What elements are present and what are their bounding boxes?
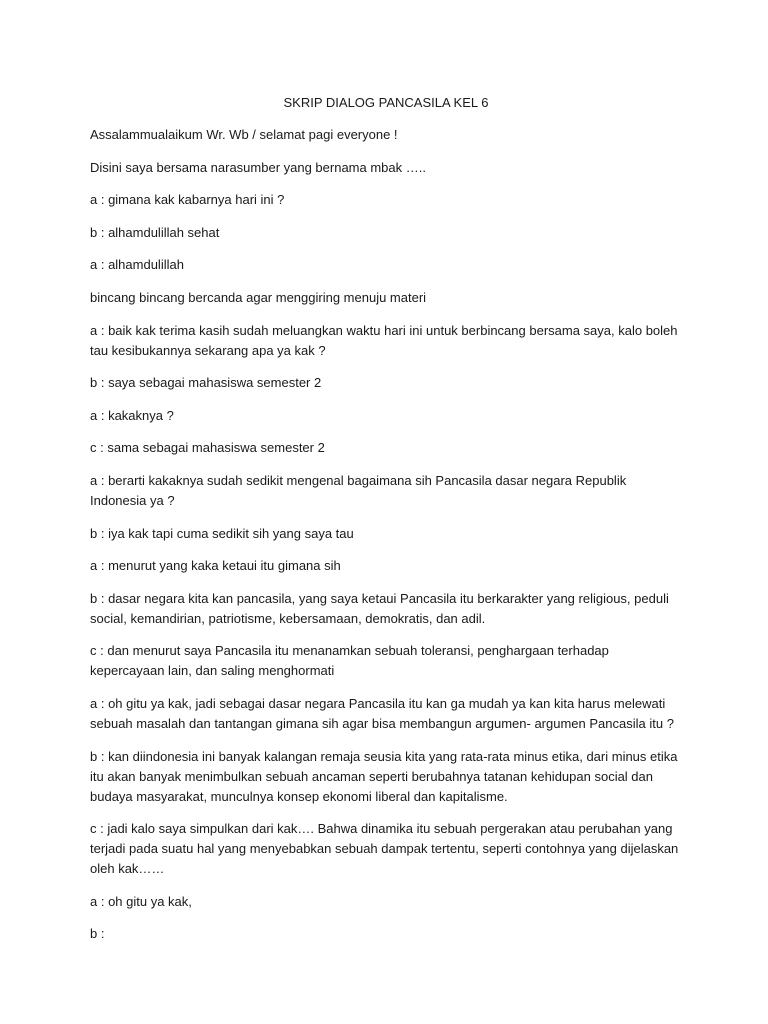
document-body	[90, 94, 682, 957]
stage-note: bincang bincang bercanda agar menggiring menuju materi	[90, 289, 427, 305]
dialog-line: c : sama sebagai mahasiswa semester 2	[90, 440, 325, 456]
paragraph-intro: Disini saya bersama narasumber yang bernama mbak …..	[90, 159, 426, 175]
dialog-line: c : jadi kalo saya simpulkan dari kak…. Bahwa dinamika itu sebuah pergerakan atau perubahan yang terjadi pada suatu hal yang menyebabkan sebuah dampak tertentu, seperti contohnya yang dijelaskan oleh kak……	[90, 821, 679, 877]
dialog-line: b : kan diindonesia ini banyak kalangan remaja seusia kita yang rata-rata minus etika, dari minus etika itu akan banyak menimbulkan sebuah ancaman seperti berubahnya tatanan kehidupan social dan budaya masyarakat, munculnya konsep ekonomi liberal dan kapitalisme.	[90, 748, 678, 804]
dialog-line: a : menurut yang kaka ketaui itu gimana sih	[90, 558, 341, 574]
dialog-line: a : berarti kakaknya sudah sedikit mengenal bagaimana sih Pancasila dasar negara Republik Indonesia ya ?	[90, 472, 627, 508]
dialog-line: a : alhamdulillah	[90, 257, 184, 273]
dialog-line: a : kakaknya ?	[90, 407, 174, 423]
dialog-line: b : alhamdulillah sehat	[90, 224, 220, 240]
dialog-line: b : saya sebagai mahasiswa semester 2	[90, 375, 322, 391]
dialog-line: a : oh gitu ya kak,	[90, 893, 192, 909]
dialog-line: a : gimana kak kabarnya hari ini ?	[90, 192, 285, 208]
dialog-line: b : iya kak tapi cuma sedikit sih yang saya tau	[90, 525, 354, 541]
dialog-line: a : oh gitu ya kak, jadi sebagai dasar negara Pancasila itu kan ga mudah ya kan kita harus melewati sebuah masalah dan tantangan gimana sih agar bisa membangun argumen- argumen Pancasila itu ?	[90, 695, 674, 731]
paragraph-greeting: Assalammualaikum Wr. Wb / selamat pagi everyone !	[90, 127, 398, 142]
dialog-line: c : dan menurut saya Pancasila itu menanamkan sebuah toleransi, penghargaan terhadap kepercayaan lain, dan saling menghormati	[90, 643, 609, 679]
dialog-line: a : baik kak terima kasih sudah meluangkan waktu hari ini untuk berbincang bersama saya, kalo boleh tau kesibukannya sekarang apa ya kak ?	[90, 322, 678, 358]
document-title: SKRIP DIALOG PANCASILA KEL 6	[283, 95, 489, 110]
dialog-line: b : dasar negara kita kan pancasila, yang saya ketaui Pancasila itu berkarakter yang religious, peduli social, kemandirian, patriotisme, kebersamaan, demokratis, dan adil.	[90, 590, 669, 626]
dialog-line: b :	[90, 926, 105, 942]
